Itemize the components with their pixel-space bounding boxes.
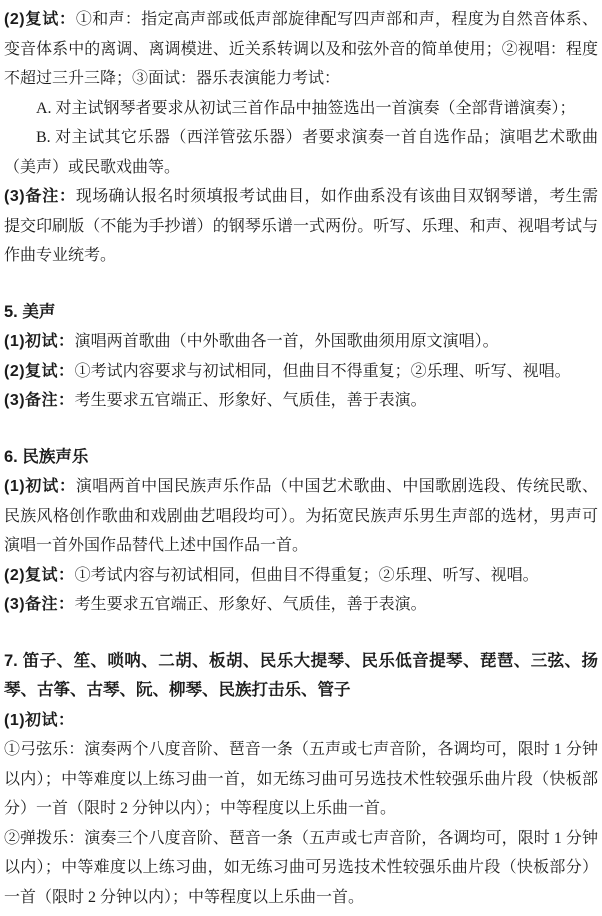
notes-text: 考生要求五官端正、形象好、气质佳，善于表演。 bbox=[74, 596, 427, 613]
section-bel-canto bbox=[4, 298, 598, 416]
section-composition bbox=[4, 5, 598, 271]
first-test-label: (1)初试： bbox=[4, 711, 75, 729]
paragraph-composition-retest bbox=[4, 5, 598, 94]
list-item-b: B. 对主试其它乐器（西洋管弦乐器）者要求演奏一首自选作品；演唱艺术歌曲（美声）或民歌戏曲等。 bbox=[4, 129, 598, 176]
paragraph-bowed-strings: ①弓弦乐：演奏两个八度音阶、琶音一条（五声或七声音阶，各调均可，限时 1 分钟以内）；中等难度以上练习曲一首，如无练习曲可另选技术性较强乐曲片段（快板部分）一首（限时 2 分钟以内）；中等程度以上乐曲一首。 bbox=[4, 741, 598, 817]
paragraph-folkvocal-retest bbox=[4, 561, 598, 591]
paragraph-belcanto-first-test bbox=[4, 327, 598, 357]
retest-label: (2)复试： bbox=[4, 11, 76, 28]
paragraph-instruments-first-test-label bbox=[4, 706, 598, 736]
section-folk-instruments bbox=[4, 647, 598, 913]
retest-label: (2)复试： bbox=[4, 566, 75, 584]
section-heading-folk-instruments: 7. 笛子、笙、唢呐、二胡、板胡、民乐大提琴、民乐低音提琴、琵琶、三弦、扬琴、古筝、古琴、阮、柳琴、民族打击乐、管子 bbox=[4, 651, 598, 699]
first-test-label: (1)初试： bbox=[4, 333, 75, 350]
first-test-text: 演唱两首中国民族声乐作品（中国艺术歌曲、中国歌剧选段、传统民歌、民族风格创作歌曲和戏剧曲艺唱段均可）。为拓宽民族声乐男生声部的选材，男声可演唱一首外国作品替代上述中国作品一首。 bbox=[4, 478, 598, 554]
notes-label: (3)备注： bbox=[4, 596, 75, 613]
section-folk-vocal bbox=[4, 443, 598, 620]
section-heading-bel-canto: 5. 美声 bbox=[4, 302, 56, 321]
notes-text: 现场确认报名时须填报考试曲目，如作曲系没有该曲目双钢琴谱，考生需提交印刷版（不能为手抄谱）的钢琴乐谱一式两份。听写、乐理、和声、视唱考试与作曲专业统考。 bbox=[4, 188, 598, 264]
retest-label: (2)复试： bbox=[4, 362, 75, 380]
document-page bbox=[4, 5, 598, 912]
paragraph-folkvocal-first-test bbox=[4, 472, 598, 561]
notes-label: (3)备注： bbox=[4, 392, 75, 409]
paragraph-composition-notes bbox=[4, 182, 598, 271]
list-item-a: A. 对主试钢琴者要求从初试三首作品中抽签选出一首演奏（全部背谱演奏）； bbox=[36, 99, 576, 117]
paragraph-belcanto-retest bbox=[4, 357, 598, 387]
paragraph-belcanto-notes bbox=[4, 386, 598, 416]
retest-text: ①考试内容要求与初试相同，但曲目不得重复；②乐理、听写、视唱。 bbox=[74, 362, 571, 380]
retest-text: ①和声：指定高声部或低声部旋律配写四声部和声，程度为自然音体系、变音体系中的离调、离调模进、近关系转调以及和弦外音的简单使用；②视唱：程度不超过三升三降；③面试：器乐表演能力考试： bbox=[4, 11, 598, 87]
retest-text: ①考试内容与初试相同，但曲目不得重复；②乐理、听写、视唱。 bbox=[74, 566, 539, 584]
notes-text: 考生要求五官端正、形象好、气质佳，善于表演。 bbox=[74, 392, 427, 409]
paragraph-folkvocal-notes bbox=[4, 590, 598, 620]
notes-label: (3)备注： bbox=[4, 188, 76, 205]
paragraph-plucked-strings: ②弹拨乐：演奏三个八度音阶、琶音一条（五声或七声音阶，各调均可，限时 1 分钟以内）；中等难度以上练习曲，如无练习曲可另选技术性较强乐曲片段（快板部分）一首（限时 2 分钟以内）；中等程度以上乐曲一首。 bbox=[4, 829, 598, 906]
first-test-text: 演唱两首歌曲（中外歌曲各一首，外国歌曲须用原文演唱）。 bbox=[74, 333, 499, 350]
first-test-label: (1)初试： bbox=[4, 478, 76, 495]
section-heading-folk-vocal: 6. 民族声乐 bbox=[4, 447, 89, 466]
